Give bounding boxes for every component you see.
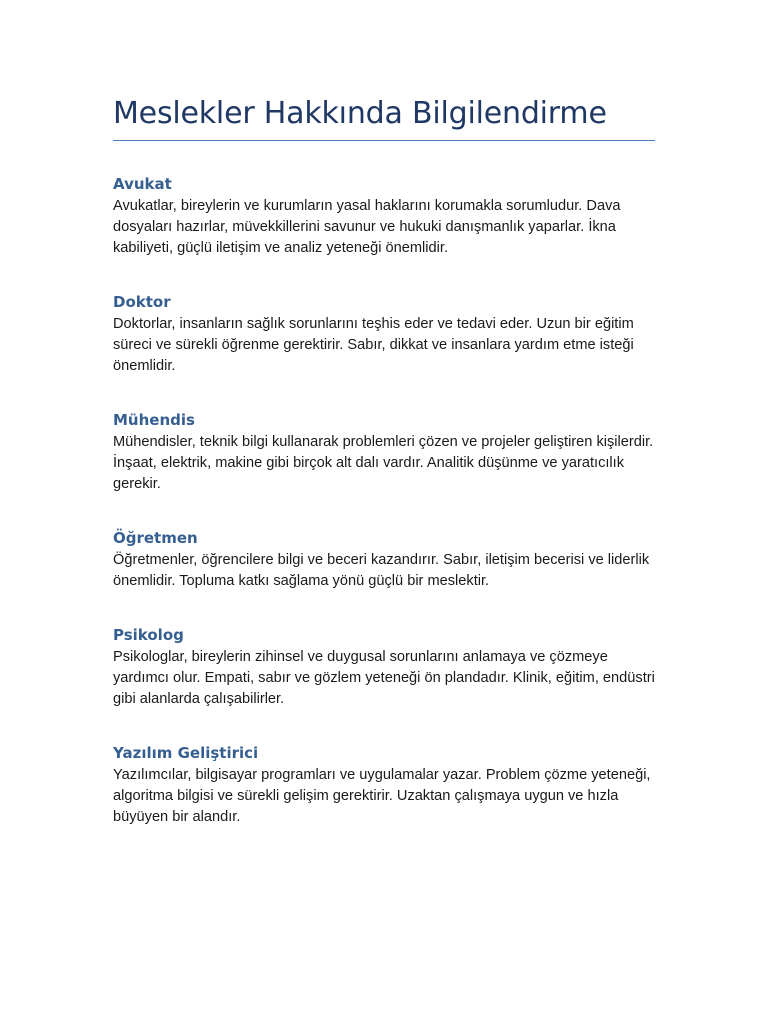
section-psikolog bbox=[113, 625, 655, 710]
section-heading: Mühendis bbox=[113, 411, 195, 429]
section-avukat bbox=[113, 174, 655, 259]
section-heading: Doktor bbox=[113, 293, 171, 311]
section-ogretmen bbox=[113, 528, 655, 592]
section-heading: Öğretmen bbox=[113, 529, 198, 547]
section-yazilim-gelistirici bbox=[113, 743, 655, 828]
section-doktor bbox=[113, 292, 655, 377]
section-heading: Avukat bbox=[113, 175, 172, 193]
section-body: Öğretmenler, öğrencilere bilgi ve beceri kazandırır. Sabır, iletişim becerisi ve liderlik önemlidir. Topluma katkı sağlama yönü güçlü bir meslektir. bbox=[113, 552, 650, 589]
document-title: Meslekler Hakkında Bilgilendirme bbox=[113, 94, 655, 141]
section-heading: Yazılım Geliştirici bbox=[113, 744, 259, 762]
section-body: Yazılımcılar, bilgisayar programları ve uygulamalar yazar. Problem çözme yeteneği, algoritma bilgisi ve sürekli gelişim gerektirir. Uzaktan çalışmaya uygun ve hızla büyüyen bir alandır. bbox=[113, 767, 651, 825]
section-body: Psikologlar, bireylerin zihinsel ve duygusal sorunlarını anlamaya ve çözmeye yardımcı olur. Empati, sabır ve gözlem yeteneği ön plandadır. Klinik, eğitim, endüstri gibi alanlarda çalışabilirler. bbox=[113, 649, 655, 707]
section-body: Avukatlar, bireylerin ve kurumların yasal haklarını korumakla sorumludur. Dava dosyaları hazırlar, müvekkillerini savunur ve hukuki danışmanlık yaparlar. İkna kabiliyeti, güçlü iletişim ve analiz yeteneği önemlidir. bbox=[113, 198, 621, 256]
section-heading: Psikolog bbox=[113, 626, 184, 644]
section-body: Doktorlar, insanların sağlık sorunlarını teşhis eder ve tedavi eder. Uzun bir eğitim süreci ve sürekli öğrenme gerektirir. Sabır, dikkat ve insanlara yardım etme isteği önemlidir. bbox=[113, 316, 634, 374]
section-body: Mühendisler, teknik bilgi kullanarak problemleri çözen ve projeler geliştiren kişilerdir. İnşaat, elektrik, makine gibi birçok alt dalı vardır. Analitik düşünme ve yaratıcılık gerekir. bbox=[113, 434, 654, 492]
document-page bbox=[113, 94, 655, 828]
section-muhendis bbox=[113, 410, 655, 495]
